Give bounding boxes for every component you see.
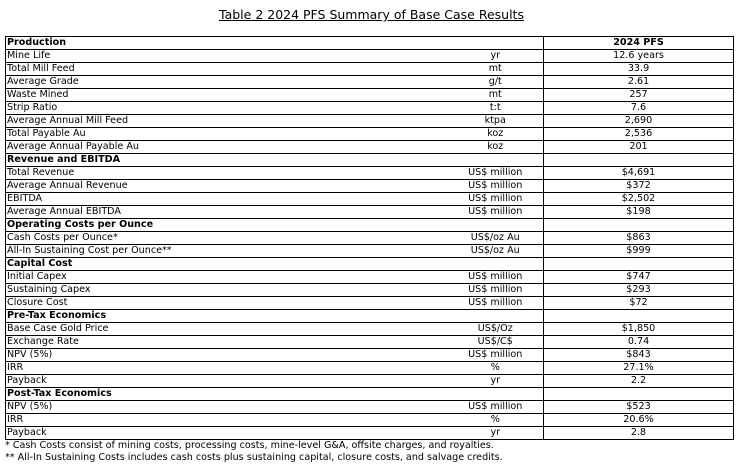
section-header-row: [6, 37, 734, 50]
row-value: $72: [544, 297, 734, 310]
row-label: Waste Mined: [6, 89, 448, 102]
table-row: [6, 401, 734, 414]
table-row: [6, 271, 734, 284]
row-unit: US$ million: [448, 193, 544, 206]
section-label: Pre-Tax Economics: [6, 310, 448, 323]
table-row: [6, 167, 734, 180]
row-unit: %: [448, 362, 544, 375]
table-row: [6, 375, 734, 388]
row-value: $1,850: [544, 323, 734, 336]
row-label: Base Case Gold Price: [6, 323, 448, 336]
row-unit: [448, 258, 544, 271]
row-value: 27.1%: [544, 362, 734, 375]
section-header-row: [6, 388, 734, 401]
row-label: Cash Costs per Ounce*: [6, 232, 448, 245]
table-row: [6, 89, 734, 102]
table-row: [6, 245, 734, 258]
section-label: Revenue and EBITDA: [6, 154, 448, 167]
row-value: [544, 388, 734, 401]
row-value: 2,690: [544, 115, 734, 128]
row-unit: mt: [448, 63, 544, 76]
table-row: [6, 102, 734, 115]
row-value: $747: [544, 271, 734, 284]
row-label: IRR: [6, 362, 448, 375]
row-unit: US$ million: [448, 271, 544, 284]
row-unit: %: [448, 414, 544, 427]
row-unit: t:t: [448, 102, 544, 115]
table-body: [6, 37, 734, 440]
row-value: 2,536: [544, 128, 734, 141]
table-row: [6, 206, 734, 219]
section-label: Capital Cost: [6, 258, 448, 271]
row-unit: US$ million: [448, 180, 544, 193]
row-unit: US$ million: [448, 401, 544, 414]
row-value: $198: [544, 206, 734, 219]
row-value: [544, 219, 734, 232]
table-row: [6, 414, 734, 427]
row-unit: US$/oz Au: [448, 232, 544, 245]
table-row: [6, 284, 734, 297]
row-label: NPV (5%): [6, 349, 448, 362]
row-unit: [448, 310, 544, 323]
row-label: Average Annual Mill Feed: [6, 115, 448, 128]
section-label: Operating Costs per Ounce: [6, 219, 448, 232]
row-value: $372: [544, 180, 734, 193]
row-label: Total Mill Feed: [6, 63, 448, 76]
row-unit: US$ million: [448, 284, 544, 297]
row-value: 257: [544, 89, 734, 102]
footnote-aisc: ** All-In Sustaining Costs includes cash costs plus sustaining capital, closure costs, and salvage credits.: [5, 452, 503, 463]
row-value: 0.74: [544, 336, 734, 349]
row-value: 7.6: [544, 102, 734, 115]
table-caption: Table 2 2024 PFS Summary of Base Case Results: [219, 7, 524, 22]
section-header-row: [6, 310, 734, 323]
row-label: Strip Ratio: [6, 102, 448, 115]
footnote-cash-costs: * Cash Costs consist of mining costs, processing costs, mine-level G&A, offsite charges, and royalties.: [5, 440, 494, 451]
table-row: [6, 63, 734, 76]
row-label: All-In Sustaining Cost per Ounce**: [6, 245, 448, 258]
row-label: Average Grade: [6, 76, 448, 89]
row-unit: US$/Oz: [448, 323, 544, 336]
row-unit: g/t: [448, 76, 544, 89]
row-unit: US$ million: [448, 297, 544, 310]
table-row: [6, 336, 734, 349]
section-label: Post-Tax Economics: [6, 388, 448, 401]
row-value: 12.6 years: [544, 50, 734, 63]
table-row: [6, 297, 734, 310]
row-unit: ktpa: [448, 115, 544, 128]
row-label: Sustaining Capex: [6, 284, 448, 297]
row-label: Total Payable Au: [6, 128, 448, 141]
section-label: Production: [6, 37, 448, 50]
row-unit: yr: [448, 50, 544, 63]
table-row: [6, 323, 734, 336]
row-value: [544, 258, 734, 271]
row-unit: yr: [448, 427, 544, 440]
row-unit: yr: [448, 375, 544, 388]
row-value: [544, 154, 734, 167]
row-value: 20.6%: [544, 414, 734, 427]
section-header-row: [6, 154, 734, 167]
row-value: $4,691: [544, 167, 734, 180]
row-value: [544, 310, 734, 323]
row-value: $843: [544, 349, 734, 362]
row-unit: mt: [448, 89, 544, 102]
row-label: Closure Cost: [6, 297, 448, 310]
row-unit: koz: [448, 141, 544, 154]
row-unit: [448, 37, 544, 50]
row-unit: [448, 219, 544, 232]
row-unit: US$ million: [448, 349, 544, 362]
row-label: IRR: [6, 414, 448, 427]
table-row: [6, 193, 734, 206]
row-value: $523: [544, 401, 734, 414]
table-row: [6, 180, 734, 193]
row-label: Average Annual EBITDA: [6, 206, 448, 219]
row-value: $2,502: [544, 193, 734, 206]
table-row: [6, 141, 734, 154]
row-value: $863: [544, 232, 734, 245]
row-label: Mine Life: [6, 50, 448, 63]
table-row: [6, 50, 734, 63]
row-label: Initial Capex: [6, 271, 448, 284]
row-label: EBITDA: [6, 193, 448, 206]
table-row: [6, 128, 734, 141]
row-value: 33.9: [544, 63, 734, 76]
section-header-row: [6, 258, 734, 271]
table-row: [6, 115, 734, 128]
table-row: [6, 232, 734, 245]
row-label: Average Annual Revenue: [6, 180, 448, 193]
value-column-header: 2024 PFS: [544, 37, 734, 50]
row-label: Total Revenue: [6, 167, 448, 180]
row-unit: US$ million: [448, 167, 544, 180]
row-unit: [448, 388, 544, 401]
row-value: $293: [544, 284, 734, 297]
table-row: [6, 427, 734, 440]
row-label: NPV (5%): [6, 401, 448, 414]
row-unit: US$/oz Au: [448, 245, 544, 258]
footnotes: [5, 440, 503, 464]
row-label: Exchange Rate: [6, 336, 448, 349]
row-label: Payback: [6, 375, 448, 388]
pfs-summary-table: [5, 36, 734, 440]
row-label: Average Annual Payable Au: [6, 141, 448, 154]
row-unit: koz: [448, 128, 544, 141]
table-row: [6, 349, 734, 362]
table-row: [6, 362, 734, 375]
table-row: [6, 76, 734, 89]
row-unit: US$ million: [448, 206, 544, 219]
section-header-row: [6, 219, 734, 232]
row-unit: US$/C$: [448, 336, 544, 349]
row-value: $999: [544, 245, 734, 258]
row-value: 2.61: [544, 76, 734, 89]
row-value: 2.8: [544, 427, 734, 440]
row-value: 201: [544, 141, 734, 154]
row-label: Payback: [6, 427, 448, 440]
row-unit: [448, 154, 544, 167]
row-value: 2.2: [544, 375, 734, 388]
